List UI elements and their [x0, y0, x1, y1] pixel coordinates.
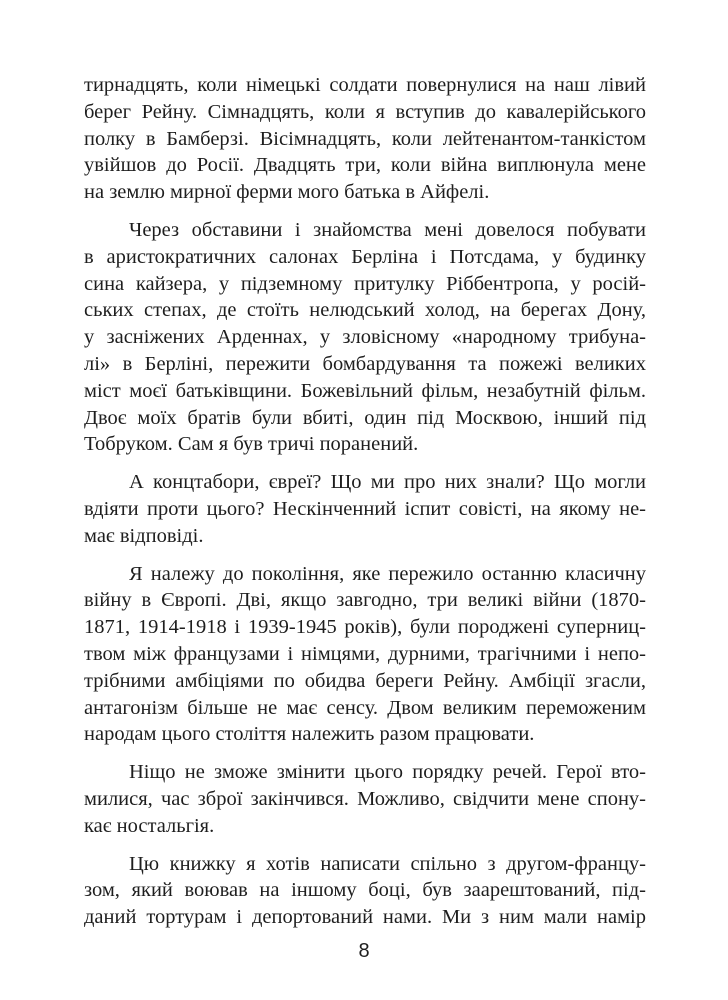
text-line: кає ностальгія.: [84, 814, 215, 837]
text-line: міст моєї батьківщини. Божевільний фільм, незабутній фільм.: [84, 379, 646, 402]
text-line: 1871, 1914-1918 і 1939-1945 років), були породжені суперниц-: [84, 616, 646, 639]
paragraph: [84, 217, 646, 458]
text-line: антагонізм більше не має сенсу. Двом великим переможеним: [84, 696, 646, 719]
text-line: милися, час зброї закінчився. Можливо, свідчити мене спону-: [84, 787, 646, 810]
text-line: Через обставини і знайомства мені довелося побувати: [129, 218, 646, 241]
paragraph: [84, 561, 646, 749]
text-line: Цю книжку я хотів написати спільно з другом-францу-: [129, 852, 646, 875]
text-line: лі» в Берліні, пережити бомбардування та пожежі великих: [84, 352, 646, 375]
text-line: даний тортурам і депортований нами. Ми з ним мали намір: [84, 906, 646, 929]
paragraph: [84, 469, 646, 549]
paragraph: [84, 72, 646, 206]
text-line: твом між французами і німцями, дурними, трагічними і непо-: [84, 642, 646, 665]
text-line: А концтабори, євреї? Що ми про них знали? Що могли: [129, 471, 646, 494]
text-line: вдіяти проти цього? Нескінченний іспит совісті, на якому не-: [84, 497, 646, 520]
text-line: Тобруком. Сам я був тричі поранений.: [84, 433, 419, 456]
text-line: Ніщо не зможе змінити цього порядку речей. Герої вто-: [129, 761, 646, 784]
text-line: Я належу до покоління, яке пережило останню класичну: [129, 562, 646, 585]
text-line: війну в Європі. Дві, якщо завгодно, три великі війни (1870-: [84, 589, 646, 612]
text-line: Двоє моїх братів були вбиті, один під Москвою, інший під: [84, 406, 646, 429]
text-line: в аристократичних салонах Берліна і Потсдама, у будинку: [84, 245, 646, 268]
paragraph: [84, 851, 646, 931]
text-line: увійшов до Росії. Двадцять три, коли війна виплюнула мене: [84, 154, 646, 177]
text-line: зом, який воював на іншому боці, був заарештований, під-: [84, 879, 646, 902]
page-number: 8: [358, 940, 370, 962]
text-line: берег Рейну. Сімнадцять, коли я вступив до кавалерійського: [84, 100, 646, 123]
text-line: має відповіді.: [84, 524, 204, 547]
paragraph: [84, 759, 646, 839]
text-line: сина кайзера, у підземному притулку Ріббентропа, у росій-: [84, 272, 646, 295]
text-line: на землю мирної ферми мого батька в Айфелі.: [84, 181, 490, 204]
text-line: трібними амбіціями по обидва береги Рейну. Амбіції згасли,: [84, 669, 646, 692]
page-body-text: [84, 72, 646, 942]
text-line: тирнадцять, коли німецькі солдати повернулися на наш лівий: [84, 74, 646, 96]
text-line: у засніжених Арденнах, у зловісному «народному трибуна-: [84, 326, 646, 349]
text-line: ських степах, де стоїть нелюдський холод, на берегах Дону,: [84, 299, 646, 322]
text-line: полку в Бамберзі. Вісімнадцять, коли лейтенантом-танкістом: [84, 127, 646, 150]
text-line: народам цього століття належить разом працювати.: [84, 723, 535, 746]
